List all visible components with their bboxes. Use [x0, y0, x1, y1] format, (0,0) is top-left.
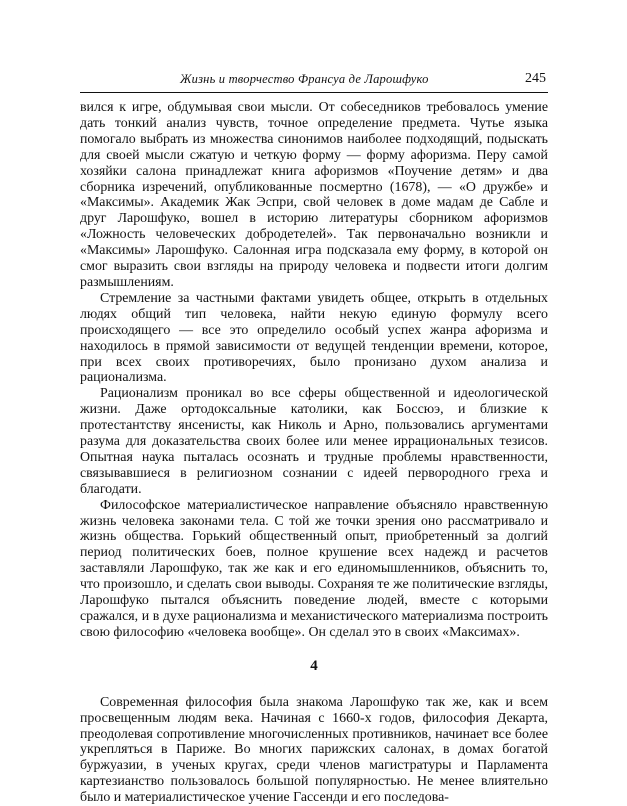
page-number: 245 [525, 71, 546, 86]
body-text [80, 100, 548, 806]
paragraph: Стремление за частными фактами увидеть общее, открыть в отдельных людях общий тип человека, найти некую единую формулу всего происходящего — все это определило особый успех жанра афоризма и находилось в прямой зависимости от ведущей тенденции времени, которое, при всех своих противоречиях, было пронизано духом анализа и рационализма. [80, 290, 548, 386]
paragraph: Рационализм проникал во все сферы общественной и идеологической жизни. Даже ортодоксальные католики, как Боссюэ, и близкие к протестантству янсенисты, как Николь и Арно, пользовались аргументами разума для доказательства своих более или менее иррациональных тезисов. Опытная наука пыталась осознать и трудные проблемы нравственности, связывавшиеся в религиозном сознании с идеей первородного греха и благодати. [80, 386, 548, 497]
paragraph: Современная философия была знакома Ларошфуко так же, как и всем просвещенным людям века. Начиная с 1660-х годов, философия Декарта, преодолевая сопротивление многочисленных противников, начинает все более укрепляться в Париже. Во многих парижских салонах, в домах богатой буржуазии, в ученых кругах, среди членов магистратуры и Парламента картезианство пользовалось большой популярностью. Не менее влиятельно было и материалистическое учение Гассенди и его последова- [80, 694, 548, 806]
paragraph: Философское материалистическое направление объясняло нравственную жизнь человека законами тела. С той же точки зрения оно рассматривало и жизнь общества. Горький общественный опыт, приобретенный за долгий период политических боев, полное крушение всех надежд и расчетов заставляли Ларошфуко, так же как и его единомышленников, объяснить то, что произошло, и сделать свои выводы. Сохраняя те же политические взгляды, Ларошфуко пытался объяснить поведение людей, вместе с которыми сражался, и в духе рационализма и механистического материализма построить свою философию «человека вообще». Он сделал это в своих «Максимах». [80, 497, 548, 640]
section-number: 4 [310, 657, 318, 674]
paragraph: вился к игре, обдумывая свои мысли. От собеседников требовалось умение дать тонкий анализ чувств, точное определение предмета. Чутье языка помогало выбрать из множества синонимов наиболее подходящий, подыскать для своей мысли сжатую и четкую форму — форму афоризма. Перу самой хозяйки салона принадлежат книга афоризмов «Поучение детям» и два сборника изречений, опубликованные посмертно (1678), — «О дружбе» и «Максимы». Академик Жак Эспри, свой человек в доме мадам де Сабле и друг Ларошфуко, вошел в историю литературы сборником афоризмов «Ложность человеческих добродетелей». Так первоначально возникли и «Максимы» Ларошфуко. Салонная игра подсказала ему форму, в которой он смог выразить свои взгляды на природу человека и подвести итоги долгим размышлениям. [80, 100, 548, 290]
running-title: Жизнь и творчество Франсуа де Ларошфуко [180, 72, 429, 86]
running-header [80, 70, 548, 93]
